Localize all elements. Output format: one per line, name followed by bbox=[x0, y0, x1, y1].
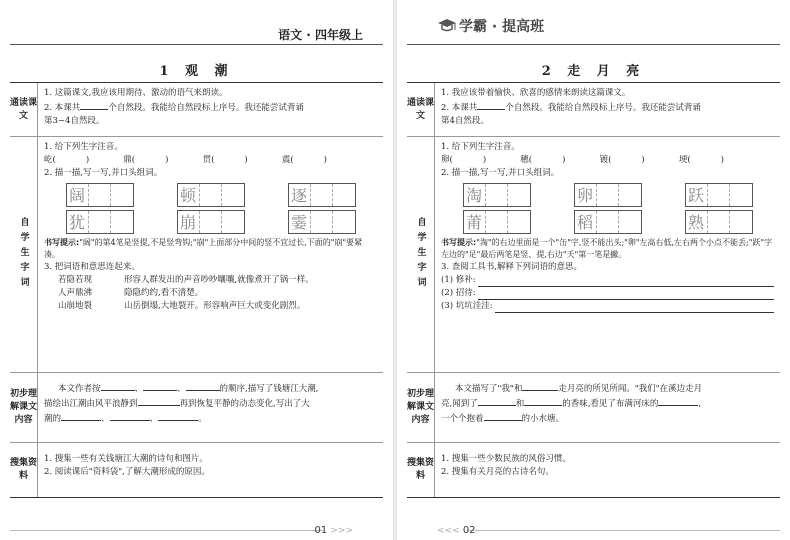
page-header: 语文 · 四年级上 bbox=[278, 28, 363, 42]
idiom-match[interactable]: 山崩地裂 山岳倒塌,大地裂开。形容响声巨大或变化剧烈。 bbox=[58, 301, 306, 311]
writing-grid[interactable]: 崩 bbox=[177, 210, 245, 234]
word-meaning-line[interactable]: (2) 招待: bbox=[441, 287, 774, 300]
pinyin-row: 卵( ) 穗( ) 镀( ) 埂( ) bbox=[441, 155, 724, 165]
row-collect: 搜集资料 1. 搜集一些少数民族的风俗习惯。 2. 搜集有关月亮的古诗名句。 bbox=[407, 443, 780, 497]
row-label: 初步理解课文内容 bbox=[10, 373, 38, 442]
row-label: 通读课文 bbox=[10, 83, 38, 136]
row-label: 通读课文 bbox=[407, 83, 435, 136]
idiom-match[interactable]: 人声鼎沸 隐隐约约,看不清楚。 bbox=[58, 288, 204, 298]
row-understand: 初步理解课文内容 本文作者按 、 、 的顺序,描写了钱塘江大潮, 描绘出江潮由风平浪静到 再到恢复平静的动态变化,写出了大 潮的 、 、 。 bbox=[10, 373, 383, 443]
blank[interactable] bbox=[477, 100, 505, 110]
row-understand: 初步理解课文内容 本文描写了"我"和 走月亮的所见所闻。"我们"在溪边走月 亮,闻到了 和 的香味,看见了布满河床的 , 一个个抱着 的小水塘。 bbox=[407, 373, 780, 443]
writing-grid[interactable]: 犹 bbox=[66, 210, 134, 234]
writing-tip: 书写提示:"淘"的右边里面是一个"缶"字,竖不能出头;"卵"左高右低,左右两个小点不能丢;"跃"字左边的"足"最后两笔是竖、提,右边"夭"第一笔是撇。 bbox=[441, 238, 773, 259]
writing-grid[interactable]: 卵 bbox=[574, 183, 642, 207]
series-logo: 学霸 · 提高班 bbox=[437, 16, 544, 36]
row-collect: 搜集资料 1. 搜集一些有关钱塘江大潮的诗句和图片。 2. 阅读课后"资料袋",了解大潮形成的原因。 bbox=[10, 443, 383, 497]
lesson-title: 1 观 潮 bbox=[159, 64, 234, 79]
lesson-title: 2 走 月 亮 bbox=[541, 64, 646, 79]
blank[interactable] bbox=[80, 100, 108, 110]
page-number: <<< 02 bbox=[437, 525, 476, 536]
left-page bbox=[0, 0, 393, 540]
writing-grid[interactable]: 逐 bbox=[288, 183, 356, 207]
row-label: 搜集资料 bbox=[10, 443, 38, 497]
writing-grid[interactable]: 霎 bbox=[288, 210, 356, 234]
graduation-cap-icon bbox=[437, 17, 457, 35]
header-divider bbox=[407, 44, 780, 45]
writing-grid[interactable]: 稻 bbox=[574, 210, 642, 234]
word-meaning-line[interactable]: (1) 修补: bbox=[441, 274, 774, 287]
writing-tip: 书写提示:"阔"的第4笔是竖提,不是竖弯钩;"崩"上面部分中间的竖不宜过长,下面的"崩"要紧凑。 bbox=[44, 238, 363, 259]
row-label: 自学生字词 bbox=[407, 137, 435, 372]
row-study: 自学生字词 1. 给下列生字注音。 屹( ) 鼎( ) 贯( ) 震( ) 2. 描一描,写一写,并口头组词。 阔 顿 逐 犹 崩 霎 书写提示:"阔"的第4笔是竖提,不是竖弯钩;"崩"上面部分中间的竖不宜过长,下面的"崩"要紧凑。 3. 把词语和意思连起来。 若隐若现 形容人群发出的声音吵吵嚷嚷,就像煮开了锅一样。 人声鼎沸 隐隐约约,看不清楚。 山崩地裂 山岳倒塌,大地裂开。形容响声巨大或变化剧烈。 bbox=[10, 137, 383, 373]
writing-grid[interactable]: 顿 bbox=[177, 183, 245, 207]
writing-grid[interactable]: 熟 bbox=[685, 210, 753, 234]
writing-grid[interactable]: 莆 bbox=[463, 210, 531, 234]
writing-grid[interactable]: 淘 bbox=[463, 183, 531, 207]
row-label: 搜集资料 bbox=[407, 443, 435, 497]
row-study: 自学生字词 1. 给下列生字注音。 卵( ) 穗( ) 镀( ) 埂( ) 2. 描一描,写一写,并口头组词。 淘 卵 跃 莆 稻 熟 书写提示:"淘"的右边里面是一个"缶"字,竖不能出头;"卵"左高右低,左右两个小点不能丢;"跃"字左边的"足"最后两笔是竖、提,右边"夭"第一笔是撇。 3. 查阅工具书,解释下列词语的意思。 (1) 修补: (2) 招待: (3) 坑坑洼洼: bbox=[407, 137, 780, 373]
row-label: 自学生字词 bbox=[10, 137, 38, 372]
row-read: 通读课文 1. 这篇课文,我应该用期待、激动的语气来朗读。 2. 本课共 个自然段。我能给自然段标上序号。我还能尝试背诵 第3~4自然段。 bbox=[10, 83, 383, 137]
right-page bbox=[397, 0, 790, 540]
page-number: 01 >>> bbox=[314, 525, 353, 536]
writing-grid[interactable]: 跃 bbox=[685, 183, 753, 207]
row-label: 初步理解课文内容 bbox=[407, 373, 435, 442]
idiom-match[interactable]: 若隐若现 形容人群发出的声音吵吵嚷嚷,就像煮开了锅一样。 bbox=[58, 275, 314, 285]
word-meaning-line[interactable]: (3) 坑坑洼洼: bbox=[441, 300, 774, 313]
pinyin-row: 屹( ) 鼎( ) 贯( ) 震( ) bbox=[44, 155, 327, 165]
header-divider bbox=[10, 44, 383, 45]
row-read: 通读课文 1. 我应该带着愉快、欣喜的感情来朗读这篇课文。 2. 本课共 个自然段。我能给自然段标上序号。我还能尝试背诵 第4自然段。 bbox=[407, 83, 780, 137]
lesson-table bbox=[407, 82, 780, 498]
lesson-table bbox=[10, 82, 383, 498]
writing-grid[interactable]: 阔 bbox=[66, 183, 134, 207]
